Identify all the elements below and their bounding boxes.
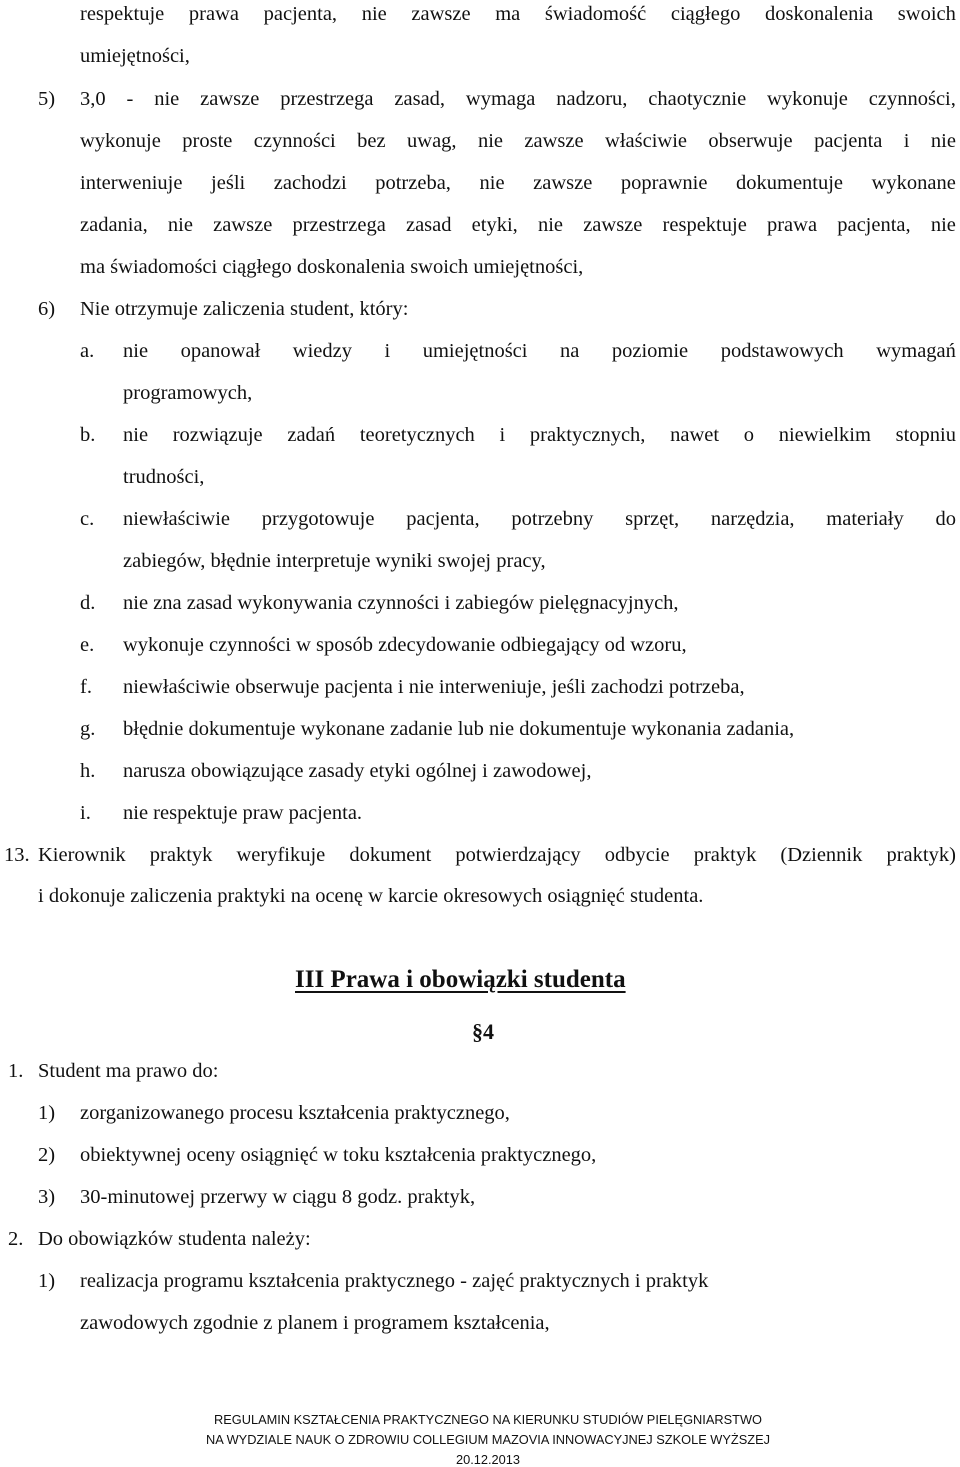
list-number: 1)	[38, 1102, 56, 1124]
list-item-line: 30-minutowej przerwy w ciągu 8 godz. praktyk,	[80, 1186, 476, 1208]
list-item-line: realizacja programu kształcenia praktycznego - zajęć praktycznych i praktyk	[80, 1270, 709, 1292]
sublist-item-line: niewłaściwie przygotowuje pacjenta, potrzebny sprzęt, narzędzia, materiały do	[123, 508, 956, 530]
list-number: 13.	[4, 844, 30, 866]
sublist-letter: i.	[80, 802, 91, 824]
sublist-item-line: błędnie dokumentuje wykonane zadanie lub nie dokumentuje wykonania zadania,	[123, 718, 795, 740]
list-number: 1.	[8, 1060, 24, 1082]
continuation-line: umiejętności,	[80, 45, 190, 67]
list-item-line: i dokonuje zaliczenia praktyki na ocenę w karcie okresowych osiągnięć studenta.	[38, 885, 704, 907]
list-item-line: Student ma prawo do:	[38, 1060, 219, 1082]
sublist-letter: f.	[80, 676, 92, 698]
section-heading: III Prawa i obowiązki studenta	[295, 966, 626, 993]
sublist-letter: a.	[80, 340, 95, 362]
list-item-line: wykonuje proste czynności bez uwag, nie zawsze właściwie obserwuje pacjenta i nie	[80, 130, 956, 152]
list-item-line: 3,0 - nie zawsze przestrzega zasad, wymaga nadzoru, chaotycznie wykonuje czynności,	[80, 88, 956, 110]
sublist-letter: g.	[80, 718, 96, 740]
sublist-item-line: wykonuje czynności w sposób zdecydowanie odbiegający od wzoru,	[123, 634, 687, 656]
list-item-line: ma świadomości ciągłego doskonalenia swoich umiejętności,	[80, 256, 584, 278]
list-item-line: obiektywnej oceny osiągnięć w toku kształcenia praktycznego,	[80, 1144, 597, 1166]
sublist-letter: d.	[80, 592, 96, 614]
list-item-line: Kierownik praktyk weryfikuje dokument potwierdzający odbycie praktyk (Dziennik praktyk)	[38, 844, 956, 866]
footer-line: NA WYDZIALE NAUK O ZDROWIU COLLEGIUM MAZOVIA INNOWACYJNEJ SZKOLE WYŻSZEJ	[205, 1432, 771, 1447]
footer-date: 20.12.2013	[455, 1452, 521, 1467]
list-item-line: interweniuje jeśli zachodzi potrzeba, nie zawsze poprawnie dokumentuje wykonane	[80, 172, 956, 194]
list-number: 3)	[38, 1186, 56, 1208]
sublist-item-line: narusza obowiązujące zasady etyki ogólnej i zawodowej,	[123, 760, 592, 782]
sublist-item-line: nie rozwiązuje zadań teoretycznych i praktycznych, nawet o niewielkim stopniu	[123, 424, 956, 446]
list-item-line: zorganizowanego procesu kształcenia praktycznego,	[80, 1102, 510, 1124]
list-number: 2.	[8, 1228, 24, 1250]
sublist-item-line: niewłaściwie obserwuje pacjenta i nie interweniuje, jeśli zachodzi potrzeba,	[123, 676, 745, 698]
list-number: 6)	[38, 298, 56, 320]
sublist-item-line: nie zna zasad wykonywania czynności i zabiegów pielęgnacyjnych,	[123, 592, 679, 614]
sublist-item-line: zabiegów, błędnie interpretuje wyniki swojej pracy,	[123, 550, 546, 572]
paragraph-number: §4	[472, 1019, 494, 1044]
sublist-letter: b.	[80, 424, 96, 446]
list-item-line: Do obowiązków studenta należy:	[38, 1228, 311, 1250]
sublist-letter: e.	[80, 634, 95, 656]
continuation-line: respektuje prawa pacjenta, nie zawsze ma świadomość ciągłego doskonalenia swoich	[80, 3, 956, 25]
sublist-letter: h.	[80, 760, 96, 782]
list-item-line: zawodowych zgodnie z planem i programem kształcenia,	[80, 1312, 550, 1334]
list-item-line: zadania, nie zawsze przestrzega zasad etyki, nie zawsze respektuje prawa pacjenta, nie	[80, 214, 956, 236]
sublist-item-line: trudności,	[123, 466, 205, 488]
sublist-letter: c.	[80, 508, 95, 530]
sublist-item-line: nie opanował wiedzy i umiejętności na poziomie podstawowych wymagań	[123, 340, 956, 362]
list-number: 1)	[38, 1270, 56, 1292]
footer-line: REGULAMIN KSZTAŁCENIA PRAKTYCZNEGO NA KIERUNKU STUDIÓW PIELĘGNIARSTWO	[214, 1412, 762, 1427]
list-item-line: Nie otrzymuje zaliczenia student, który:	[80, 298, 409, 320]
sublist-item-line: nie respektuje praw pacjenta.	[123, 802, 363, 824]
sublist-item-line: programowych,	[123, 382, 253, 404]
list-number: 2)	[38, 1144, 56, 1166]
list-number: 5)	[38, 88, 56, 110]
